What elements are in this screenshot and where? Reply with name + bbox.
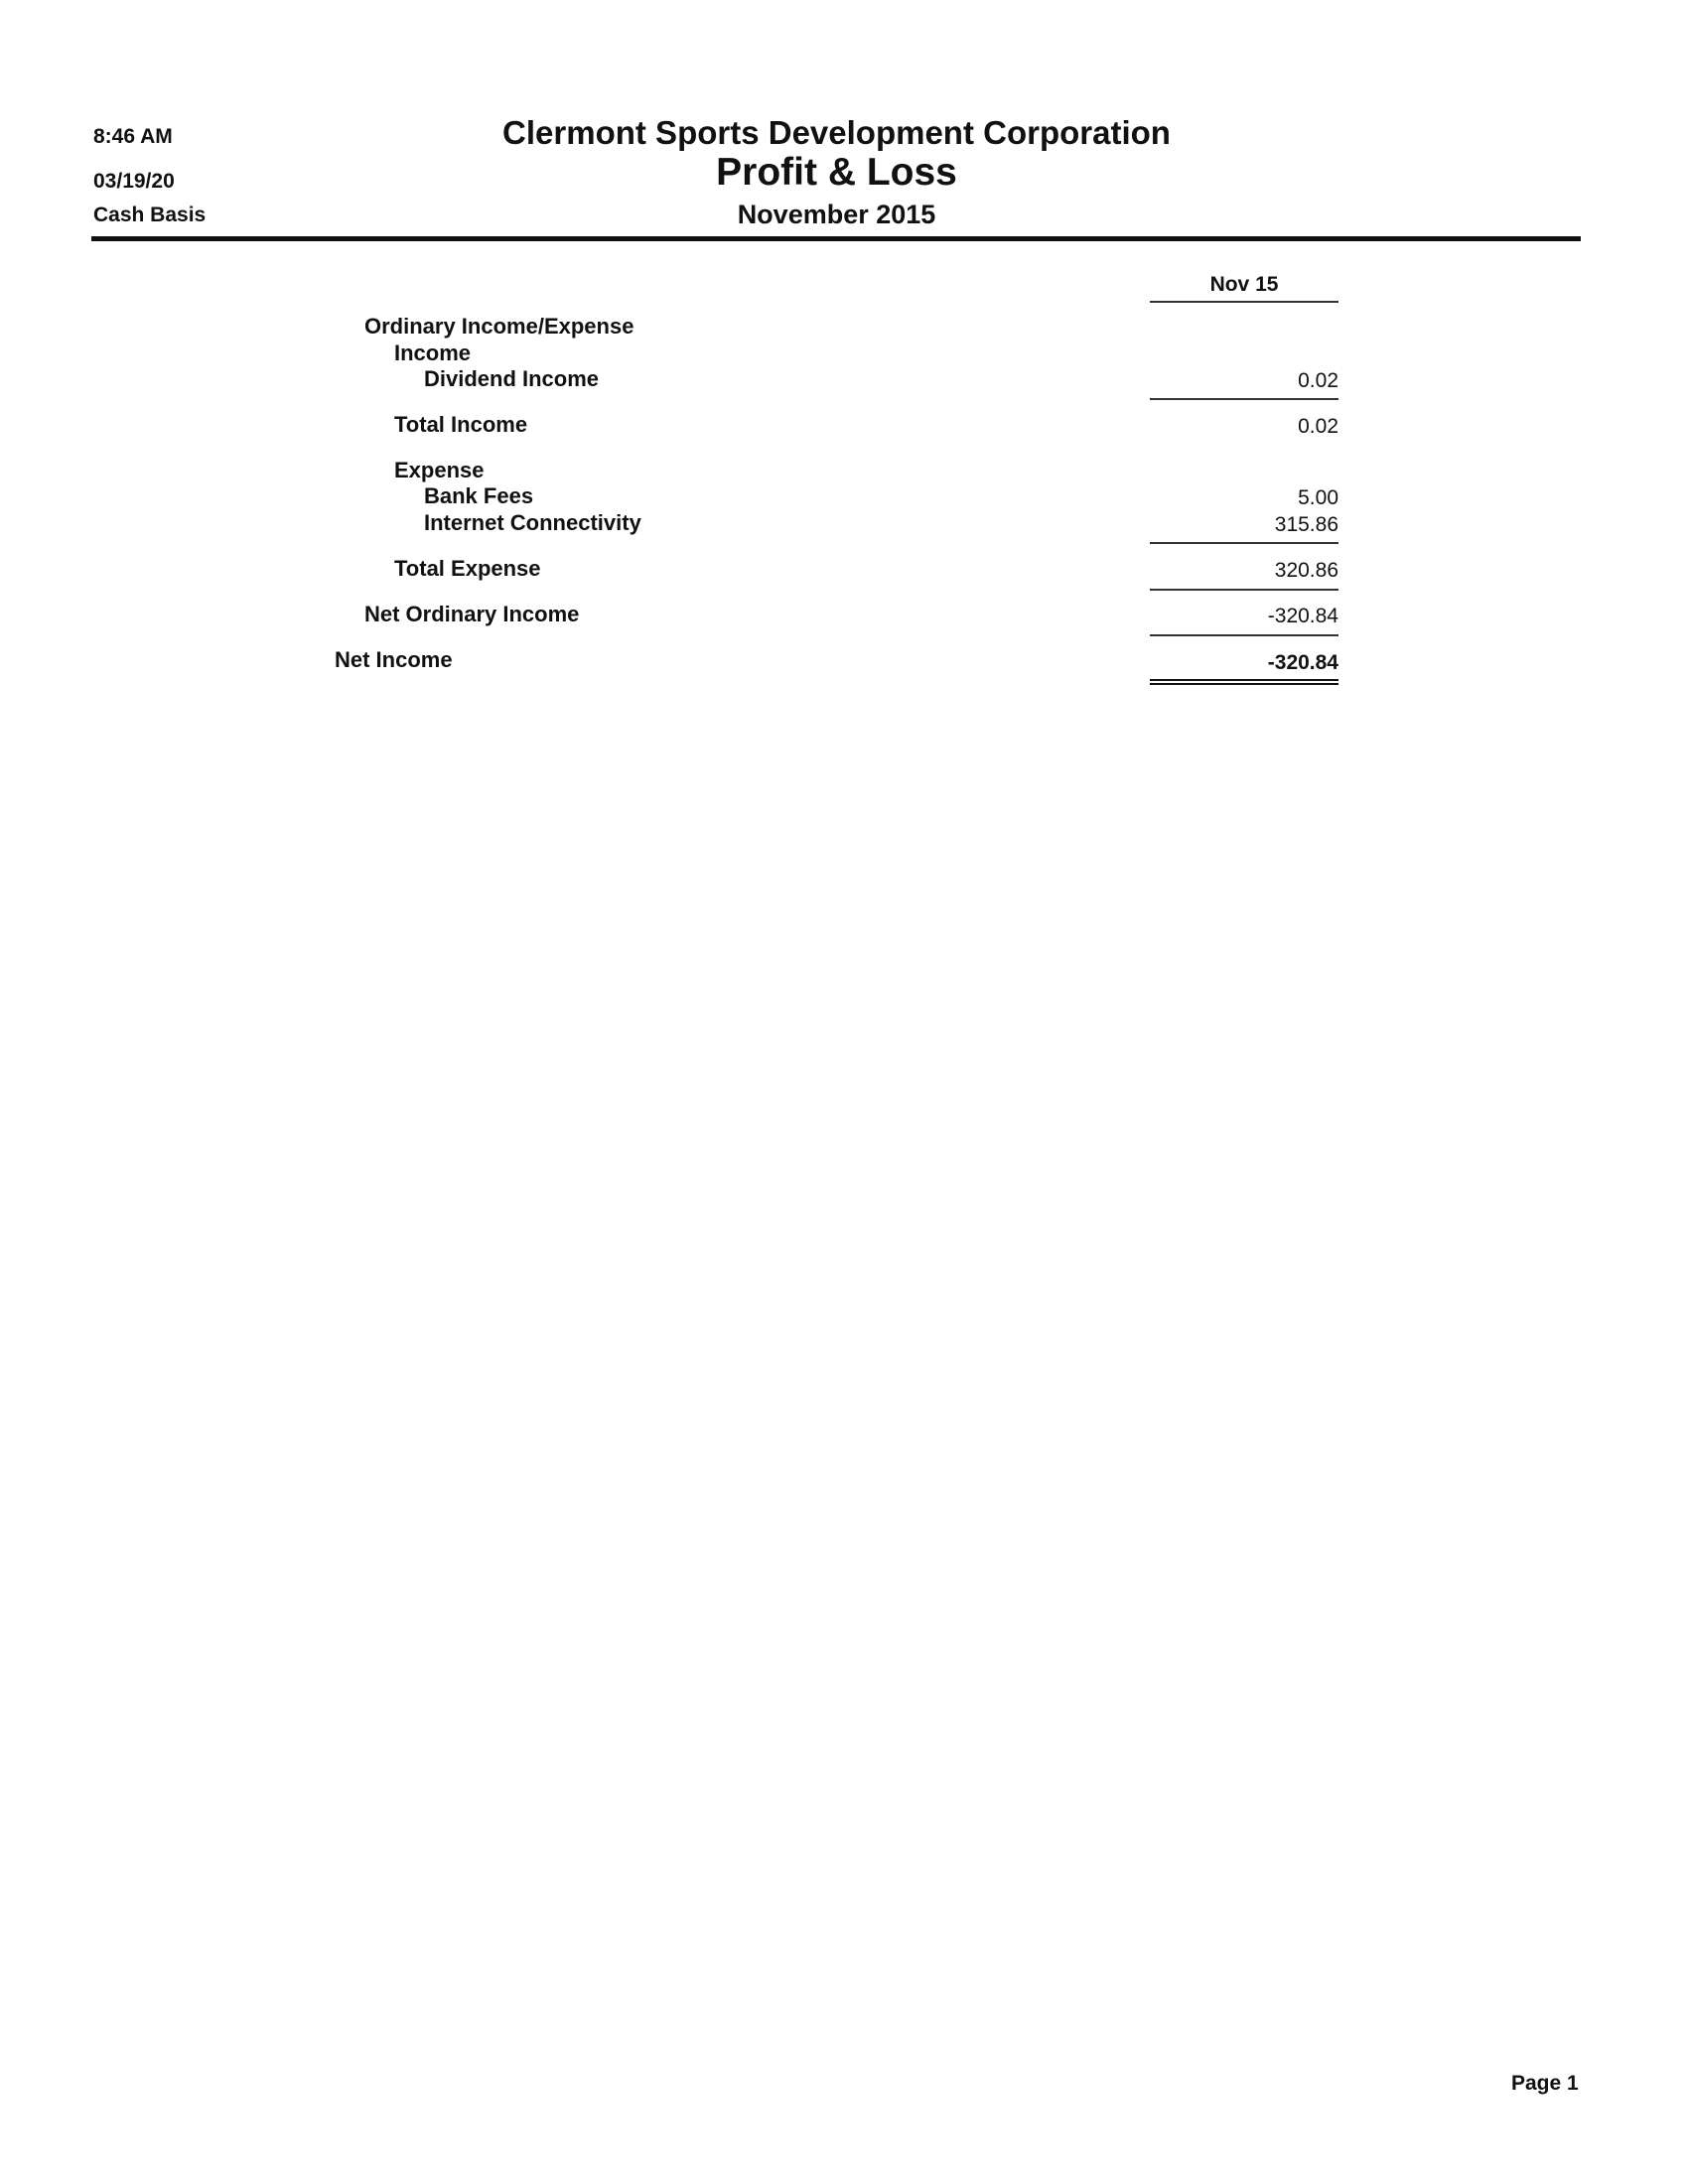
header-rule bbox=[91, 236, 1581, 241]
row-label-total-income: Total Income bbox=[394, 412, 528, 437]
row-label-income: Income bbox=[394, 341, 472, 365]
row-label-expense: Expense bbox=[394, 458, 485, 482]
row-amount-internet-connectivity: 315.86 bbox=[1274, 513, 1338, 536]
row-amount-net-income: -320.84 bbox=[1267, 651, 1338, 674]
column-header: Nov 15 bbox=[1209, 273, 1279, 296]
row-label-net-ordinary-income: Net Ordinary Income bbox=[364, 602, 580, 626]
row-label-internet-connectivity: Internet Connectivity bbox=[424, 510, 641, 535]
report-time: 8:46 AM bbox=[93, 125, 173, 148]
report-title: Profit & Loss bbox=[716, 151, 957, 194]
row-amount-total-expense: 320.86 bbox=[1274, 559, 1338, 582]
row-label-dividend-income: Dividend Income bbox=[424, 366, 600, 391]
row-label-ordinary-income-expense: Ordinary Income/Expense bbox=[364, 314, 634, 339]
row-label-bank-fees: Bank Fees bbox=[424, 483, 534, 508]
subtotal-rule bbox=[1150, 398, 1338, 400]
total-double-rule bbox=[1150, 679, 1338, 685]
row-amount-bank-fees: 5.00 bbox=[1298, 486, 1338, 509]
subtotal-rule bbox=[1150, 542, 1338, 544]
row-amount-dividend-income: 0.02 bbox=[1298, 369, 1338, 392]
row-label-total-expense: Total Expense bbox=[394, 556, 541, 581]
report-date: 03/19/20 bbox=[93, 170, 175, 193]
company-name: Clermont Sports Development Corporation bbox=[502, 114, 1171, 151]
subtotal-rule bbox=[1150, 589, 1338, 591]
report-basis: Cash Basis bbox=[93, 204, 207, 226]
row-label-net-income: Net Income bbox=[335, 647, 453, 672]
report-period: November 2015 bbox=[737, 200, 936, 229]
column-header-rule bbox=[1150, 301, 1338, 303]
row-amount-net-ordinary-income: -320.84 bbox=[1267, 605, 1338, 627]
subtotal-rule bbox=[1150, 634, 1338, 636]
page-number: Page 1 bbox=[1511, 2072, 1579, 2095]
row-amount-total-income: 0.02 bbox=[1298, 415, 1338, 438]
